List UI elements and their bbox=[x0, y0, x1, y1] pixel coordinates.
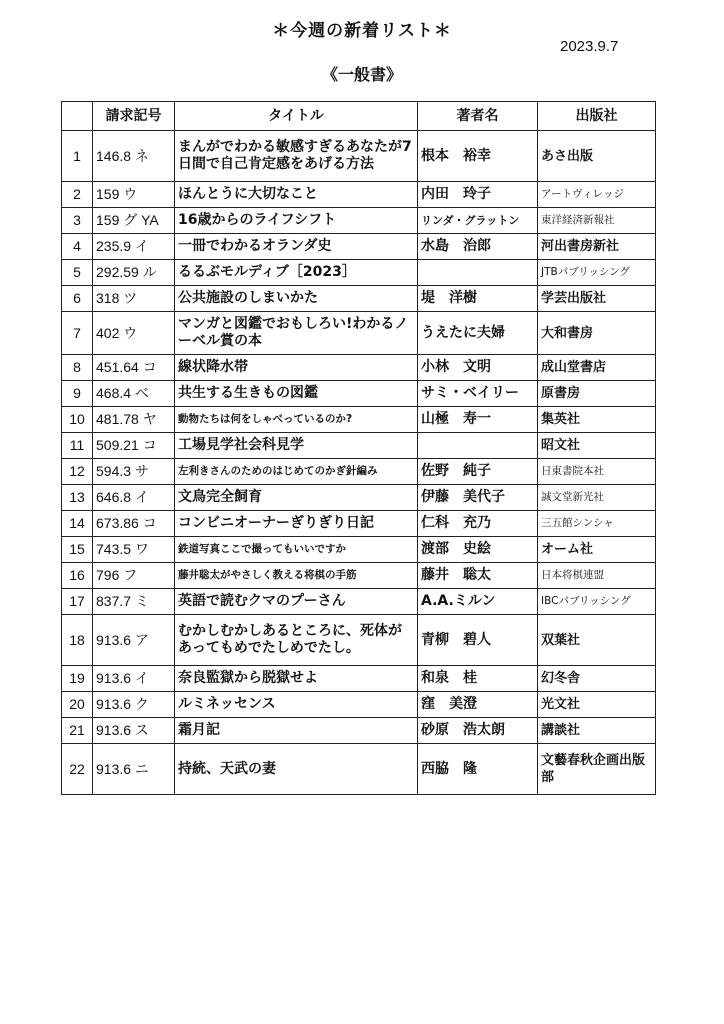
table-row bbox=[62, 459, 656, 485]
table-row bbox=[62, 260, 656, 286]
book-title: るるぶモルディブ［2023］ bbox=[175, 260, 418, 286]
author: 水島 治郎 bbox=[418, 234, 538, 260]
book-title: 工場見学社会科見学 bbox=[175, 433, 418, 459]
call-number: 402 ウ bbox=[93, 312, 175, 355]
row-number: 2 bbox=[62, 182, 93, 208]
row-number: 13 bbox=[62, 485, 93, 511]
row-number: 17 bbox=[62, 589, 93, 615]
col-header-number bbox=[62, 102, 93, 131]
author: 砂原 浩太朗 bbox=[418, 718, 538, 744]
call-number: 481.78 ヤ bbox=[93, 407, 175, 433]
publisher: 集英社 bbox=[538, 407, 656, 433]
book-title: まんがでわかる敏感すぎるあなたが7日間で自己肯定感をあげる方法 bbox=[175, 131, 418, 182]
book-title: 藤井聡太がやさしく教える将棋の手筋 bbox=[175, 563, 418, 589]
book-title: コンビニオーナーぎりぎり日記 bbox=[175, 511, 418, 537]
row-number: 16 bbox=[62, 563, 93, 589]
publisher: 原書房 bbox=[538, 381, 656, 407]
author: 小林 文明 bbox=[418, 355, 538, 381]
book-title: ほんとうに大切なこと bbox=[175, 182, 418, 208]
publisher: 誠文堂新光社 bbox=[538, 485, 656, 511]
book-title: 一冊でわかるオランダ史 bbox=[175, 234, 418, 260]
author: 窪 美澄 bbox=[418, 692, 538, 718]
author: 和泉 桂 bbox=[418, 666, 538, 692]
table-row bbox=[62, 355, 656, 381]
author: 堤 洋樹 bbox=[418, 286, 538, 312]
publisher: JTBパブリッシング bbox=[538, 260, 656, 286]
author: 青柳 碧人 bbox=[418, 615, 538, 666]
table-row bbox=[62, 511, 656, 537]
call-number: 743.5 ワ bbox=[93, 537, 175, 563]
publisher: オーム社 bbox=[538, 537, 656, 563]
table-row bbox=[62, 589, 656, 615]
call-number: 646.8 イ bbox=[93, 485, 175, 511]
row-number: 7 bbox=[62, 312, 93, 355]
call-number: 292.59 ル bbox=[93, 260, 175, 286]
author: 佐野 純子 bbox=[418, 459, 538, 485]
table-row bbox=[62, 407, 656, 433]
publisher: 双葉社 bbox=[538, 615, 656, 666]
table-row bbox=[62, 718, 656, 744]
book-title: 霜月記 bbox=[175, 718, 418, 744]
publisher: 大和書房 bbox=[538, 312, 656, 355]
row-number: 19 bbox=[62, 666, 93, 692]
row-number: 5 bbox=[62, 260, 93, 286]
publisher: 昭文社 bbox=[538, 433, 656, 459]
book-title: 英語で読むクマのプーさん bbox=[175, 589, 418, 615]
publisher: 東洋経済新報社 bbox=[538, 208, 656, 234]
table-row bbox=[62, 692, 656, 718]
row-number: 11 bbox=[62, 433, 93, 459]
row-number: 12 bbox=[62, 459, 93, 485]
author: 山極 寿一 bbox=[418, 407, 538, 433]
col-header-title: タイトル bbox=[175, 102, 418, 131]
call-number: 159 ウ bbox=[93, 182, 175, 208]
publisher: 日本将棋連盟 bbox=[538, 563, 656, 589]
book-title: マンガと図鑑でおもしろい!わかるノーベル賞の本 bbox=[175, 312, 418, 355]
table-row bbox=[62, 485, 656, 511]
author: リンダ・グラットン bbox=[418, 208, 538, 234]
book-title: ルミネッセンス bbox=[175, 692, 418, 718]
publisher: 文藝春秋企画出版部 bbox=[538, 744, 656, 795]
book-title: むかしむかしあるところに、死体があってもめでたしめでたし。 bbox=[175, 615, 418, 666]
new-arrivals-table bbox=[61, 101, 656, 795]
author bbox=[418, 260, 538, 286]
publisher: 学芸出版社 bbox=[538, 286, 656, 312]
author: 藤井 聡太 bbox=[418, 563, 538, 589]
call-number: 146.8 ネ bbox=[93, 131, 175, 182]
author bbox=[418, 433, 538, 459]
list-date: 2023.9.7 bbox=[560, 38, 619, 55]
author: 根本 裕幸 bbox=[418, 131, 538, 182]
call-number: 509.21 コ bbox=[93, 433, 175, 459]
row-number: 1 bbox=[62, 131, 93, 182]
publisher: 成山堂書店 bbox=[538, 355, 656, 381]
book-title: 文鳥完全飼育 bbox=[175, 485, 418, 511]
table-row bbox=[62, 666, 656, 692]
table-row bbox=[62, 537, 656, 563]
table-row bbox=[62, 286, 656, 312]
table-row bbox=[62, 312, 656, 355]
book-title: 持統、天武の妻 bbox=[175, 744, 418, 795]
row-number: 20 bbox=[62, 692, 93, 718]
row-number: 6 bbox=[62, 286, 93, 312]
publisher: 幻冬舎 bbox=[538, 666, 656, 692]
row-number: 4 bbox=[62, 234, 93, 260]
publisher: アートヴィレッジ bbox=[538, 182, 656, 208]
row-number: 14 bbox=[62, 511, 93, 537]
book-title: 16歳からのライフシフト bbox=[175, 208, 418, 234]
call-number: 468.4 ベ bbox=[93, 381, 175, 407]
call-number: 318 ツ bbox=[93, 286, 175, 312]
author: 仁科 充乃 bbox=[418, 511, 538, 537]
row-number: 22 bbox=[62, 744, 93, 795]
call-number: 159 グ YA bbox=[93, 208, 175, 234]
book-title: 動物たちは何をしゃべっているのか? bbox=[175, 407, 418, 433]
row-number: 8 bbox=[62, 355, 93, 381]
row-number: 15 bbox=[62, 537, 93, 563]
col-header-call-number: 請求記号 bbox=[93, 102, 175, 131]
call-number: 235.9 イ bbox=[93, 234, 175, 260]
page-title: ＊今週の新着リスト＊ bbox=[272, 21, 452, 41]
book-title: 鉄道写真ここで撮ってもいいですか bbox=[175, 537, 418, 563]
table-row bbox=[62, 744, 656, 795]
row-number: 18 bbox=[62, 615, 93, 666]
row-number: 21 bbox=[62, 718, 93, 744]
table-header-row bbox=[62, 102, 656, 131]
table-row bbox=[62, 234, 656, 260]
publisher: あさ出版 bbox=[538, 131, 656, 182]
call-number: 913.6 ク bbox=[93, 692, 175, 718]
call-number: 673.86 コ bbox=[93, 511, 175, 537]
book-title: 共生する生きもの図鑑 bbox=[175, 381, 418, 407]
table-row bbox=[62, 563, 656, 589]
author: A.A.ミルン bbox=[418, 589, 538, 615]
author: 渡部 史絵 bbox=[418, 537, 538, 563]
call-number: 913.6 イ bbox=[93, 666, 175, 692]
row-number: 3 bbox=[62, 208, 93, 234]
publisher: 三五館シンシャ bbox=[538, 511, 656, 537]
call-number: 451.64 コ bbox=[93, 355, 175, 381]
col-header-author: 著者名 bbox=[418, 102, 538, 131]
row-number: 9 bbox=[62, 381, 93, 407]
publisher: 河出書房新社 bbox=[538, 234, 656, 260]
publisher: 光文社 bbox=[538, 692, 656, 718]
call-number: 913.6 ス bbox=[93, 718, 175, 744]
table-row bbox=[62, 615, 656, 666]
publisher: 講談社 bbox=[538, 718, 656, 744]
table-row bbox=[62, 182, 656, 208]
table-row bbox=[62, 131, 656, 182]
table-row bbox=[62, 208, 656, 234]
author: うえたに夫婦 bbox=[418, 312, 538, 355]
call-number: 796 フ bbox=[93, 563, 175, 589]
publisher: 日東書院本社 bbox=[538, 459, 656, 485]
call-number: 594.3 サ bbox=[93, 459, 175, 485]
table-row bbox=[62, 381, 656, 407]
col-header-publisher: 出版社 bbox=[538, 102, 656, 131]
row-number: 10 bbox=[62, 407, 93, 433]
section-subtitle: 《一般書》 bbox=[321, 65, 402, 84]
book-title: 公共施設のしまいかた bbox=[175, 286, 418, 312]
call-number: 913.6 ニ bbox=[93, 744, 175, 795]
table-row bbox=[62, 433, 656, 459]
author: 内田 玲子 bbox=[418, 182, 538, 208]
call-number: 913.6 ア bbox=[93, 615, 175, 666]
author: 西脇 隆 bbox=[418, 744, 538, 795]
book-title: 奈良監獄から脱獄せよ bbox=[175, 666, 418, 692]
book-title: 線状降水帯 bbox=[175, 355, 418, 381]
book-title: 左利きさんのためのはじめてのかぎ針編み bbox=[175, 459, 418, 485]
call-number: 837.7 ミ bbox=[93, 589, 175, 615]
publisher: IBCパブリッシング bbox=[538, 589, 656, 615]
author: 伊藤 美代子 bbox=[418, 485, 538, 511]
author: サミ・ベイリー bbox=[418, 381, 538, 407]
